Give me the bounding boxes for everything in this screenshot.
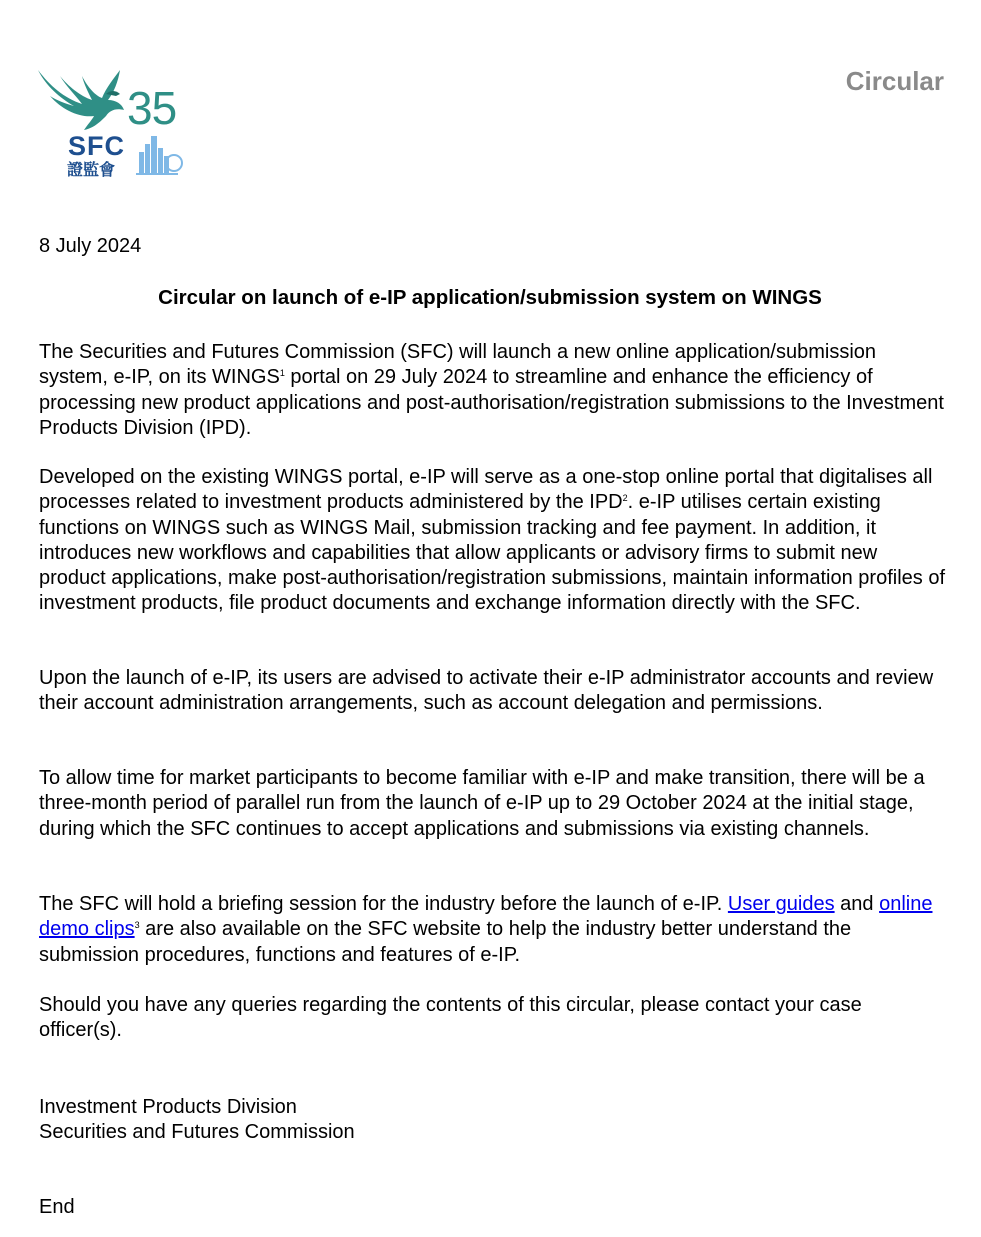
circular-title: Circular on launch of e-IP application/submission system on WINGS	[158, 286, 822, 309]
logo-sfc-text: SFC	[68, 131, 125, 161]
footnote-ref-2[interactable]: 2	[622, 493, 628, 504]
paragraph-1	[39, 340, 949, 441]
paragraph-3: Upon the launch of e-IP, its users are advised to activate their e-IP administrator accounts and review their account administration arrangements, such as account delegation and permissions.	[39, 667, 934, 715]
user-guides-link[interactable]: User guides	[727, 893, 835, 915]
signature-division: Investment Products Division	[39, 1096, 297, 1118]
paragraph-6: Should you have any queries regarding the contents of this circular, please contact your case officer(s).	[39, 994, 862, 1042]
paragraph-5	[39, 892, 949, 968]
paragraph-4: To allow time for market participants to become familiar with e-IP and make transition, there will be a three-month period of parallel run from the launch of e-IP up to 29 October 2024 at the initial stage, during which the SFC continues to accept applications and submissions via existing channels.	[39, 767, 925, 840]
paragraph-2-text-b: . e-IP utilises certain existing functions on WINGS such as WINGS Mail, submission tracking and fee payment. In addition, it introduces new workflows and capabilities that allow applicants or advisory firms to submit new product applications, make post-authorisation/registration submissions, maintain information profiles of investment products, file product documents and exchange information directly with the SFC.	[39, 491, 946, 615]
sfc-35-logo	[36, 66, 186, 178]
online-demo-clips-link[interactable]: online demo clips	[39, 893, 933, 941]
footnote-ref-3[interactable]: 3	[134, 920, 140, 931]
paragraph-5-text-a: The SFC will hold a briefing session for the industry before the launch of e-IP.	[39, 893, 728, 915]
circular-date: 8 July 2024	[39, 235, 142, 257]
paragraph-1-text-b: portal on 29 July 2024 to streamline and enhance the efficiency of processing new product applications and post-authorisation/registration submissions to the Investment Products Division (IPD).	[39, 366, 944, 439]
paragraph-5-text-b: and	[834, 893, 880, 915]
signature-commission: Securities and Futures Commission	[39, 1121, 355, 1143]
paragraph-1-text-a: The Securities and Futures Commission (SFC) will launch a new online application/submission system, e-IP, on its WINGS	[39, 341, 877, 389]
footnote-ref-1[interactable]: 1	[279, 368, 285, 379]
logo-35-text: 35	[127, 82, 177, 134]
end-marker: End	[39, 1196, 75, 1218]
paragraph-2-text-a: Developed on the existing WINGS portal, e-IP will serve as a one-stop online portal that digitalises all processes related to investment products administered by the IPD	[39, 466, 933, 514]
paragraph-2	[39, 465, 949, 617]
logo-chinese-text: 證監會	[67, 160, 116, 179]
paragraph-5-text-c: are also available on the SFC website to help the industry better understand the submission procedures, functions and features of e-IP.	[39, 918, 852, 966]
document-type-label: Circular	[845, 66, 944, 96]
signature-block	[39, 1095, 355, 1145]
